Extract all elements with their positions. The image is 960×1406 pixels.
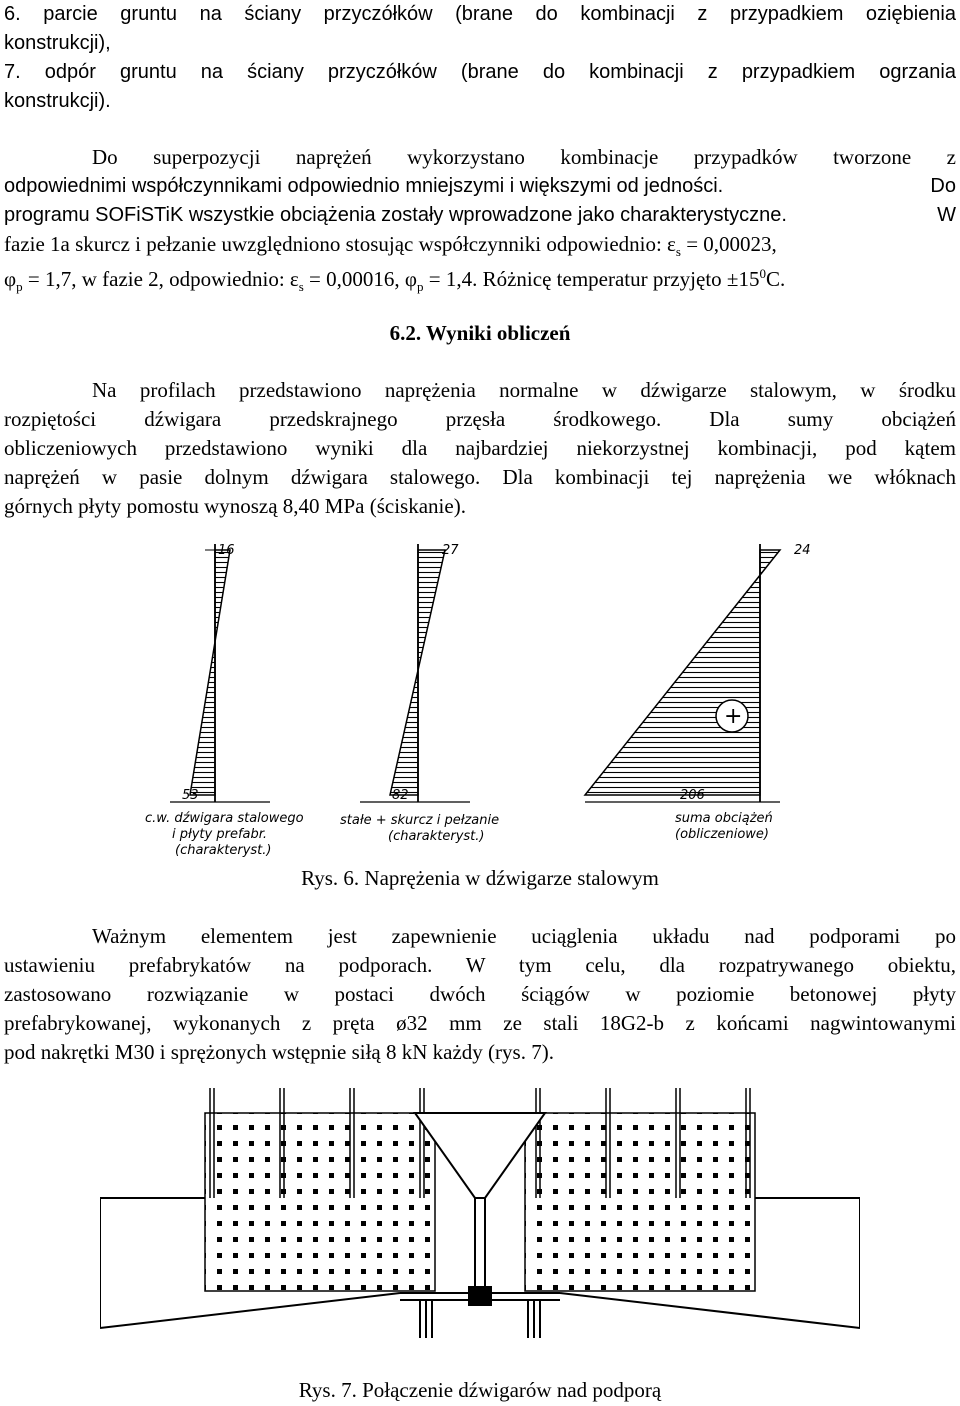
para1-line5-text2: = 0,00016, φ [303,267,418,291]
para3-line4: prefabrykowanej, wykonanych z pręta ø32 mm ze stali 18G2-b z końcami nagwintowanymi [4,1011,956,1035]
para1-line3: programu SOFiSTiK wszystkie obciążenia zostały wprowadzone jako charakterystyczne. [4,204,787,226]
para3-line3: zastosowano rozwiązanie w postaci dwóch ściągów w poziomie betonowej płyty [4,982,956,1006]
profile-1-label-3: (charakteryst.) [175,843,272,858]
para1-line4-text: fazie 1a skurcz i pełzanie uwzględniono stosując współczynniki odpowiednio: ε [4,232,676,256]
para1-line5-text3: = 1,4. Różnicę temperatur przyjęto ±15 [423,267,760,291]
para3-line5: pod nakrętki M30 i sprężonych wstępnie siłą 8 kN każdy (rys. 7). [4,1040,554,1064]
profile-3-top-value: 24 [794,543,811,558]
list-item-6: 6. parcie gruntu na ściany przyczółków (brane do kombinacji z przypadkiem oziębienia [4,3,956,25]
profile-1-bottom-value: 53 [182,788,199,803]
profile-3-bottom-value: 206 [680,788,705,803]
para1-line2-end: Do [930,175,956,197]
profile-1-label-2: i płyty prefabr. [172,827,268,842]
para3-line2: ustawieniu prefabrykatów na podporach. W tym celu, dla rozpatrywanego obiektu, [4,953,956,977]
degree-sup: 0 [759,266,766,281]
figure-7-caption: Rys. 7. Połączenie dźwigarów nad podporą [298,1378,662,1402]
para1-line2: odpowiednimi współczynnikami odpowiednio mniejszymi i większymi od jedności. [4,175,724,197]
left-bolt-plate [205,1113,435,1291]
section-heading: 6.2. Wyniki obliczeń [389,321,571,345]
right-bolt-plate [525,1113,755,1291]
para1-line5-text: = 1,7, w fazie 2, odpowiednio: ε [22,267,299,291]
figure-6-stress-profiles [130,540,830,860]
figure-6-caption: Rys. 6. Naprężenia w dźwigarze stalowym [301,866,659,890]
para2-line5: górnych płyty pomostu wynoszą 8,40 MPa (ściskanie). [4,494,466,518]
figure-7-girder-connection [100,1088,860,1338]
para2-line2: rozpiętości dźwigara przedskrajnego przęsła środkowego. Dla sumy obciążeń [4,407,956,431]
phi-sub: p [16,279,23,295]
profile-1 [145,543,304,858]
para2-line4: naprężeń w pasie dolnym dźwigara stalowego. Dla kombinacji tej naprężenia we włóknach [4,465,956,489]
profile-2 [340,543,499,844]
phi-sub-2: p [417,279,424,295]
para1-line3-end: W [937,204,956,226]
profile-2-bottom-value: 82 [392,788,409,803]
profile-2-top-value: 27 [442,543,459,558]
profile-3-label-1: suma obciążeń [675,811,773,826]
para1-line5 [4,259,956,301]
eps-sub: s [298,279,304,295]
profile-1-top-value: 16 [218,543,235,558]
profile-3-diagram [585,550,780,795]
para1-line4-value: = 0,00023, [680,232,777,256]
para2-line1: Na profilach przedstawiono naprężenia normalne w dźwigarze stalowym, w środku [92,378,956,402]
list-item-7-cont: konstrukcji). [4,90,111,112]
profile-2-label-2: (charakteryst.) [388,829,485,844]
para3-line1: Ważnym elementem jest zapewnienie uciąglenia układu nad podporami po [92,924,956,948]
profile-2-label-1: stałe + skurcz i pełzanie [340,813,500,828]
profile-3-sign: + [724,704,743,729]
profile-1-diagram [190,550,230,795]
profile-1-label-1: c.w. dźwigara stalowego [145,811,304,826]
para1-line4-sub: s [675,244,681,260]
tie-rod-block [468,1286,492,1306]
para1-line1: Do superpozycji naprężeń wykorzystano kombinacje przypadków tworzone z [92,145,956,169]
para1-line5-end: C. [765,267,786,291]
profile-3-label-2: (obliczeniowe) [675,827,769,842]
para2-line3: obliczeniowych przedstawiono wyniki dla najbardziej niekorzystnej kombinacji, pod kątem [4,436,956,460]
list-item-7: 7. odpór gruntu na ściany przyczółków (brane do kombinacji z przypadkiem ogrzania [4,61,956,83]
profile-3 [585,543,811,842]
phi-symbol: φ [4,267,17,291]
list-item-6-cont: konstrukcji), [4,32,111,54]
